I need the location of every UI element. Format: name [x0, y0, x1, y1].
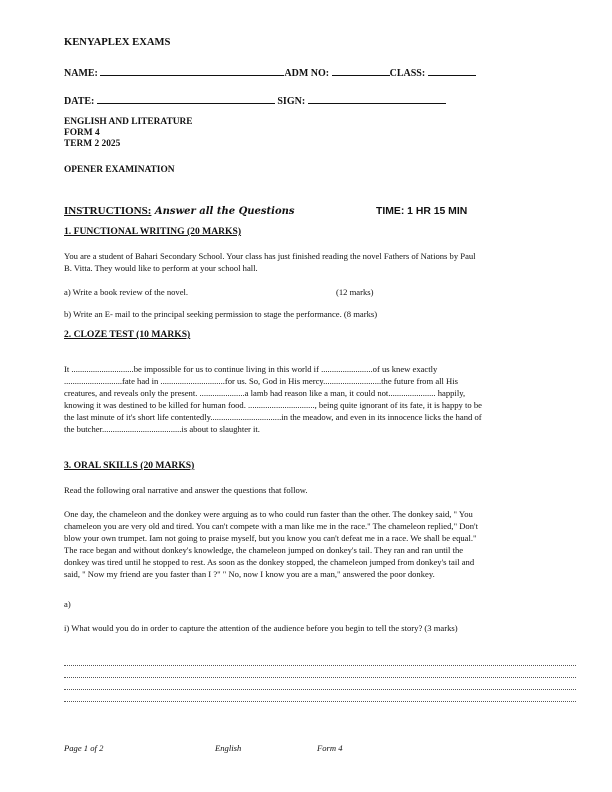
- subject: ENGLISH AND LITERATURE: [64, 117, 193, 127]
- question-b: b) Write an E- mail to the principal seeking permission to stage the performance. (8 marks): [64, 309, 378, 319]
- date-row: [64, 95, 446, 107]
- sign-label: SIGN:: [277, 96, 306, 107]
- date-field[interactable]: [97, 95, 275, 104]
- name-row: [64, 67, 476, 79]
- cloze-line: It .............................be impossible for us to continue living in this world if ........................of us knew exactly: [64, 364, 438, 374]
- footer-form: Form 4: [317, 743, 343, 753]
- instructions-text: Answer all the Questions: [151, 206, 295, 217]
- answer-line[interactable]: [64, 665, 576, 666]
- cloze-line: knowing it was destined to be killed for human food. ..............................., being quite ignorant of its fate, it is happy to be: [64, 400, 482, 410]
- answer-line[interactable]: [64, 677, 576, 678]
- narrative-line: chameleon you are very old and tired. You can't compete with a man like me in the race." The chameleon replied," Don't: [64, 521, 478, 531]
- school-name: KENYAPLEX EXAMS: [64, 37, 171, 48]
- section3-title: 3. ORAL SKILLS (20 MARKS): [64, 460, 195, 471]
- question-i: i) What would you do in order to capture the attention of the audience before you begin to tell the story? (3 marks): [64, 623, 458, 633]
- class-label: CLASS:: [389, 68, 426, 79]
- adm-field[interactable]: [332, 67, 390, 76]
- class-field[interactable]: [428, 67, 476, 76]
- narrative-line: said, " Now my friend are you faster than I ?" " No, now I know you are a man," answered the poor donkey.: [64, 569, 435, 579]
- date-label: DATE:: [64, 96, 95, 107]
- adm-label: ADM NO:: [284, 68, 330, 79]
- cloze-line: the butcher.....................................is about to slaughter it.: [64, 424, 260, 434]
- answer-line[interactable]: [64, 701, 576, 702]
- section1-title: 1. FUNCTIONAL WRITING (20 MARKS): [64, 226, 242, 237]
- cloze-line: ...........................fate had in ..............................for us. So, God in His mercy...........................the future from all His: [64, 376, 458, 386]
- exam-title: OPENER EXAMINATION: [64, 165, 175, 175]
- cloze-line: the last minute of it's short life contentedly.................................in the meadow, and even in its innocence licks the hand of: [64, 412, 482, 422]
- name-field[interactable]: [100, 67, 284, 76]
- term: TERM 2 2025: [64, 139, 121, 149]
- section3-intro: Read the following oral narrative and answer the questions that follow.: [64, 485, 308, 495]
- sign-field[interactable]: [308, 95, 446, 104]
- name-label: NAME:: [64, 68, 98, 79]
- narrative-line: One day, the chameleon and the donkey were arguing as to who could run faster than the other. The donkey said, " You: [64, 509, 473, 519]
- footer-page: Page 1 of 2: [64, 743, 104, 753]
- narrative-line: donkey was tired until he stopped to rest. As soon as the donkey stopped, the chameleon jumped from donkey's tail and: [64, 557, 475, 567]
- section1-intro-line: You are a student of Bahari Secondary School. Your class has just finished reading the novel Fathers of Nations by Paul: [64, 251, 476, 261]
- exam-time: TIME: 1 HR 15 MIN: [376, 206, 468, 217]
- answer-line[interactable]: [64, 689, 576, 690]
- section2-title: 2. CLOZE TEST (10 MARKS): [64, 329, 191, 340]
- section1-intro-line: B. Vitta. They would like to perform at your school hall.: [64, 263, 258, 273]
- form: FORM 4: [64, 128, 100, 138]
- part-a-label: a): [64, 599, 71, 609]
- instructions-label: INSTRUCTIONS:: [64, 205, 152, 217]
- question-a: a) Write a book review of the novel.: [64, 287, 189, 297]
- instructions-row: [64, 206, 295, 217]
- narrative-line: blow your own trumpet. Iam not going to praise myself, but you know you can't defeat me in a race. We shall be equal.": [64, 533, 477, 543]
- question-a-marks: (12 marks): [336, 287, 374, 297]
- footer-subject: English: [215, 743, 242, 753]
- cloze-line: creatures, and reveals only the present. .....................a lamb had reason like a man, it could not...................... happily,: [64, 388, 466, 398]
- narrative-line: The race began and without donkey's knowledge, the chameleon jumped on donkey's tail. They ran and ran until the: [64, 545, 464, 555]
